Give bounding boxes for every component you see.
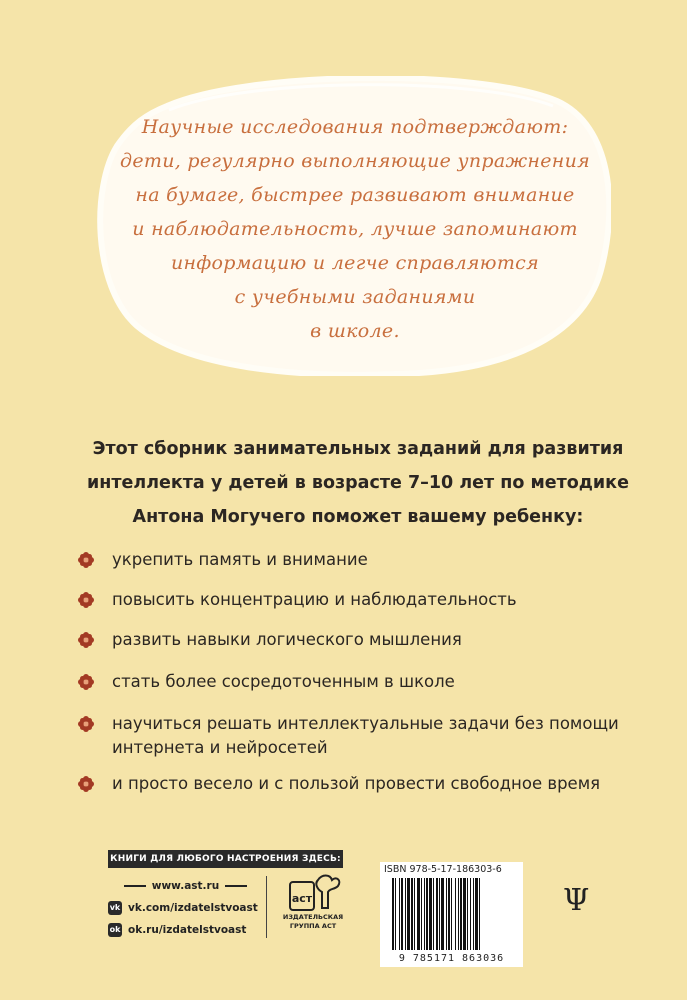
barcode-bar: [460, 878, 462, 950]
barcode-bar: [479, 878, 480, 950]
divider: [266, 876, 267, 938]
barcode-bar: [467, 878, 468, 950]
barcode-bar: [392, 878, 394, 950]
list-item: [78, 670, 648, 694]
barcode-bar: [458, 878, 459, 950]
barcode-bar: [405, 878, 406, 950]
list-item: [78, 548, 648, 572]
barcode-bar: [417, 878, 420, 950]
caption-line: ГРУППА АСТ: [289, 922, 337, 930]
vk-icon: vk: [108, 901, 122, 915]
list-item-text: развить навыки логического мышления: [112, 630, 462, 649]
barcode-bar: [399, 878, 400, 950]
list-item-text: укрепить память и внимание: [112, 550, 368, 569]
flower-bullet-icon: [78, 632, 94, 648]
intro-paragraph: [78, 432, 638, 534]
barcode-bar: [470, 878, 471, 950]
list-item: [78, 772, 648, 796]
barcode-bar: [446, 878, 447, 950]
barcode-bar: [421, 878, 422, 950]
barcode-number: 9 785171 863036: [398, 953, 505, 964]
flower-bullet-icon: [78, 716, 94, 732]
quote-line: и наблюдательность, лучше запоминают: [132, 218, 578, 240]
list-item-text: интернета и нейросетей: [112, 738, 328, 757]
website-link[interactable]: [108, 877, 263, 895]
barcode-bar: [429, 878, 432, 950]
promo-banner: КНИГИ ДЛЯ ЛЮБОГО НАСТРОЕНИЯ ЗДЕСЬ:: [108, 850, 343, 868]
barcode-bar: [407, 878, 410, 950]
list-item-text: стать более сосредоточенным в школе: [112, 672, 455, 691]
barcode-bar: [424, 878, 425, 950]
list-item-text: повысить концентрацию и наблюдательность: [112, 590, 517, 609]
flower-bullet-icon: [78, 776, 94, 792]
list-item: [78, 712, 648, 760]
quote-line: информацию и легче справляются: [171, 252, 539, 274]
quote-line: в школе.: [310, 320, 400, 342]
imprint-logo: Ψ: [563, 883, 590, 918]
isbn-text: ISBN 978-5-17-186303-6: [384, 864, 502, 875]
divider: [225, 885, 247, 887]
barcode-bar: [411, 878, 413, 950]
barcode-bar: [395, 878, 396, 950]
logo-text: аст: [291, 892, 313, 905]
quote-text: [110, 110, 600, 348]
list-item-text: научиться решать интеллектуальные задачи без помощи: [112, 714, 619, 733]
flower-bullet-icon: [78, 552, 94, 568]
vk-link-text: vk.com/izdatelstvoast: [128, 902, 258, 914]
barcode-bar: [401, 878, 403, 950]
flower-bullet-icon: [78, 674, 94, 690]
list-item-text: и просто весело и с пользой провести свободное время: [112, 774, 601, 793]
barcode-bars: [380, 862, 523, 967]
barcode-bar: [433, 878, 434, 950]
barcode-bar: [448, 878, 450, 950]
list-item: [78, 588, 648, 612]
barcode-bar: [426, 878, 428, 950]
list-item: [78, 628, 648, 652]
barcode-bar: [463, 878, 466, 950]
intro-line: Этот сборник занимательных заданий для развития: [92, 439, 624, 459]
caption-line: ИЗДАТЕЛЬСКАЯ: [282, 913, 344, 921]
publisher-caption: [273, 913, 353, 931]
flower-bullet-icon: [78, 592, 94, 608]
ok-link-text: ok.ru/izdatelstvoast: [128, 924, 247, 936]
barcode-bar: [473, 878, 474, 950]
barcode-bar: [441, 878, 444, 950]
divider: [124, 885, 146, 887]
barcode-bar: [439, 878, 440, 950]
website-text: www.ast.ru: [151, 880, 220, 892]
barcode-bar: [451, 878, 452, 950]
quote-line: дети, регулярно выполняющие упражнения: [120, 150, 590, 172]
ok-link[interactable]: [108, 921, 246, 939]
barcode-bar: [455, 878, 456, 950]
barcode-bar: [475, 878, 478, 950]
intro-line: Антона Могучего поможет вашему ребенку:: [132, 507, 584, 527]
vk-link[interactable]: [108, 899, 258, 917]
ok-icon: ok: [108, 923, 122, 937]
barcode-bar: [436, 878, 438, 950]
quote-line: Научные исследования подтверждают:: [141, 116, 569, 138]
intro-line: интеллекта у детей в возрасте 7–10 лет по методике: [87, 473, 629, 493]
barcode-bar: [414, 878, 415, 950]
ast-logo: [278, 870, 348, 945]
barcode: [380, 862, 523, 967]
quote-line: с учебными заданиями: [234, 286, 476, 308]
quote-line: на бумаге, быстрее развивают внимание: [135, 184, 575, 206]
